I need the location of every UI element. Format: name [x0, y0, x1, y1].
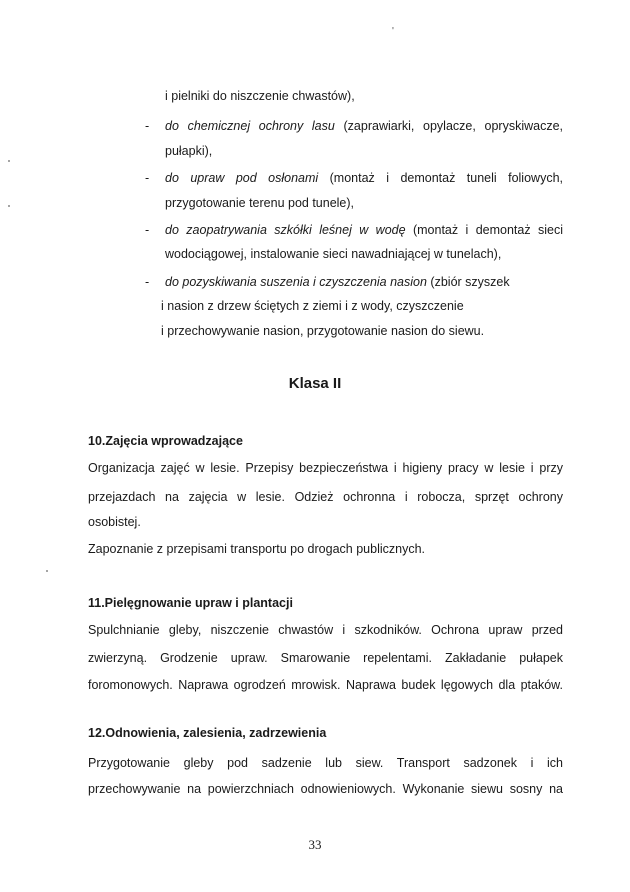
item-emphasis: do zaopatrywania szkółki leśnej w wodę: [165, 223, 406, 237]
list-item-continuation: pułapki),: [165, 144, 213, 158]
list-item: [165, 222, 563, 238]
body-line: zwierzyną. Grodzenie upraw. Smarowanie repelentami. Zakładanie pułapek: [88, 651, 563, 665]
list-bullet: -: [145, 171, 150, 185]
section-title: 10.Zajęcia wprowadzające: [88, 434, 243, 448]
list-item-continuation: i przechowywanie nasion, przygotowanie nasion do siewu.: [161, 324, 485, 338]
list-item: [165, 274, 510, 290]
list-bullet: -: [145, 119, 150, 133]
scan-speck: [8, 205, 10, 207]
item-text: (zbiór szyszek: [426, 275, 510, 289]
list-item: [165, 170, 563, 186]
body-line: Organizacja zajęć w lesie. Przepisy bezpieczeństwa i higieny pracy w lesie i przy: [88, 461, 563, 475]
body-line: przejazdach na zajęcia w lesie. Odzież ochronna i robocza, sprzęt ochrony: [88, 490, 563, 504]
body-line: przechowywanie na powierzchniach odnowieniowych. Wykonanie siewu sosny na: [88, 782, 563, 796]
section-title: 11.Pielęgnowanie upraw i plantacji: [88, 596, 293, 610]
item-text: (montaż i demontaż sieci: [405, 223, 563, 237]
body-line: Spulchnianie gleby, niszczenie chwastów i szkodników. Ochrona upraw przed: [88, 623, 563, 637]
list-bullet: -: [145, 275, 150, 289]
item-emphasis: do upraw pod osłonami: [165, 171, 319, 185]
list-continuation-line: i pielniki do niszczenie chwastów),: [165, 89, 355, 103]
body-line: Zapoznanie z przepisami transportu po drogach publicznych.: [88, 542, 425, 556]
list-bullet: -: [145, 223, 150, 237]
item-text: (montaż i demontaż tuneli foliowych,: [318, 171, 563, 185]
body-line: Przygotowanie gleby pod sadzenie lub siew. Transport sadzonek i ich: [88, 756, 563, 770]
item-text: (zaprawiarki, opylacze, opryskiwacze,: [334, 119, 564, 133]
corner-mark: ': [392, 26, 394, 37]
page-number: 33: [308, 837, 322, 852]
body-line: foromonowych. Naprawa ogrodzeń mrowisk. Naprawa budek lęgowych dla ptaków.: [88, 678, 563, 692]
scan-speck: [8, 160, 10, 162]
item-emphasis: do pozyskiwania suszenia i czyszczenia nasion: [165, 275, 427, 289]
body-line: osobistej.: [88, 515, 141, 529]
list-item-continuation: i nasion z drzew ściętych z ziemi i z wody, czyszczenie: [161, 299, 464, 313]
list-item-continuation: wodociągowej, instalowanie sieci nawadniającej w tunelach),: [165, 247, 502, 261]
scan-speck: [46, 570, 48, 572]
list-item-continuation: przygotowanie terenu pod tunele),: [165, 196, 355, 210]
list-item: [165, 118, 563, 134]
item-emphasis: do chemicznej ochrony lasu: [165, 119, 335, 133]
class-heading: Klasa II: [288, 375, 342, 392]
section-title: 12.Odnowienia, zalesienia, zadrzewienia: [88, 726, 327, 740]
